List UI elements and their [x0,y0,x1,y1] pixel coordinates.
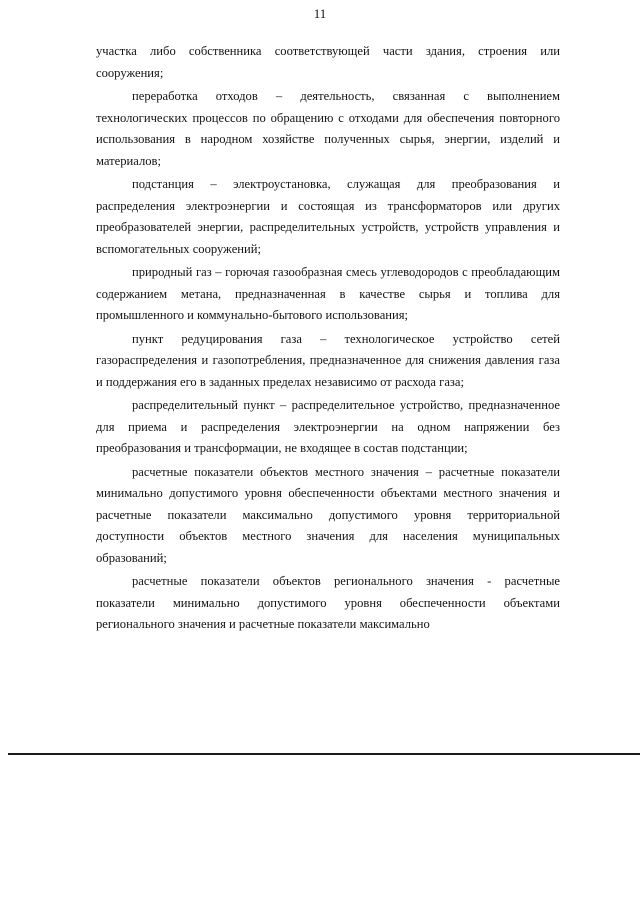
paragraph-local-indicators: расчетные показатели объектов местного значения – расчетные показатели минимально допустимого уровня обеспеченности объектами местного значения и расчетные показатели максимально допустимого уровня территориальной доступности объектов местного значения для населения муниципальных образований; [96,464,560,565]
paragraph-regional-indicators: расчетные показатели объектов регионального значения - расчетные показатели минимально допустимого уровня обеспеченности объектами регионального значения и расчетные показатели максимально [96,574,560,631]
document-body [96,41,560,636]
footer-divider-line [8,753,640,755]
paragraph-waste-processing: переработка отходов – деятельность, связанная с выполнением технологических процессов по обращению с отходами для обеспечения повторного использования в народном хозяйстве полученных сырья, энергии, изделий и материалов; [96,89,560,168]
paragraph-natural-gas: природный газ – горючая газообразная смесь углеводородов с преобладающим содержанием метана, предназначенная в качестве сырья и топлива для промышленного и коммунально-бытового использования; [96,265,560,322]
paragraph-substation: подстанция – электроустановка, служащая для преобразования и распределения электроэнергии и состоящая из трансформаторов или других преобразователей энергии, распределительных устройств, устройств управления и вспомогательных сооружений; [96,177,560,256]
page-number: 11 [313,6,327,21]
paragraph-distribution-point: распределительный пункт – распределительное устройство, предназначенное для приема и распределения электроэнергии на одном напряжении без преобразования и трансформации, не входящее в состав подстанции; [96,398,560,455]
paragraph-gas-reduction-point: пункт редуцирования газа – технологическое устройство сетей газораспределения и газопотребления, предназначенное для снижения давления газа и поддержания его в заданных пределах независимо от расхода газа; [96,331,560,389]
paragraph-continuation: участка либо собственника соответствующей части здания, строения или сооружения; [96,44,560,80]
